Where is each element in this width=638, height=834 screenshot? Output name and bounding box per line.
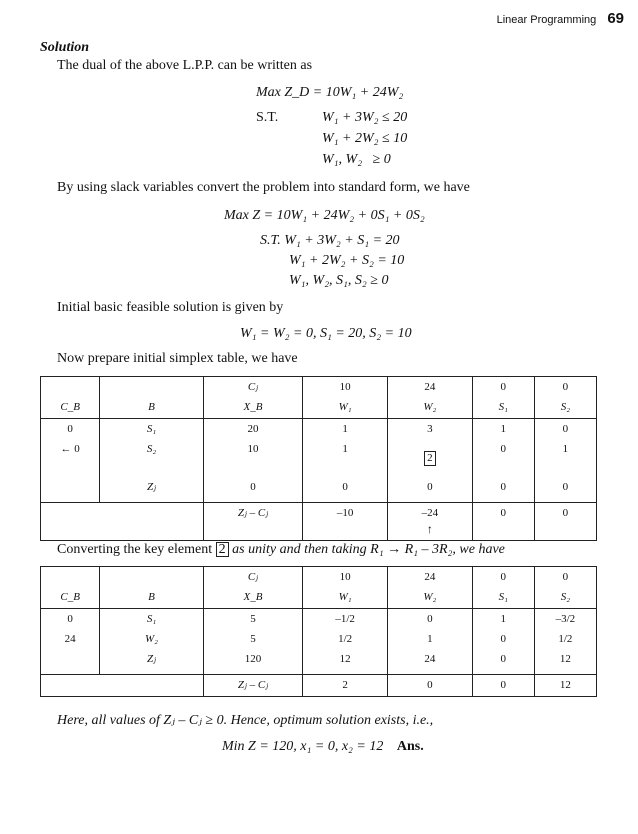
table-row: 0 24 S₁ W₂ Zⱼ 5 5 120 –1/2 1/2 12 0 1 24 1 0 0 –3/2 1/2 12 bbox=[41, 609, 597, 675]
key-element: 2 bbox=[424, 451, 436, 466]
convert-text: Converting the key element 2 as unity and then taking R₁ → R₁ – 3R₂, we have bbox=[57, 542, 505, 557]
dual-objective: Max Z_D = 10W₁ + 24W₂ bbox=[256, 85, 404, 100]
table-row: Zⱼ – Cⱼ –10 –24 ↑ 0 0 bbox=[41, 503, 597, 541]
ibfs-values: W₁ = W₂ = 0, S₁ = 20, S₂ = 10 bbox=[240, 326, 412, 341]
page-header bbox=[497, 10, 624, 27]
prepare-text: Now prepare initial simplex table, we have bbox=[57, 351, 298, 366]
page-number: 69 bbox=[607, 10, 624, 27]
table-row: C_B B Cⱼ X_B 10 W₁ 24 W₂ 0 S₁ 0 S₂ bbox=[41, 567, 597, 609]
table-row: C_B B Cⱼ X_B 10 W₁ 24 W₂ 0 S₁ 0 S₂ bbox=[41, 377, 597, 419]
key-element-inline: 2 bbox=[216, 542, 229, 557]
ibfs-text: Initial basic feasible solution is given by bbox=[57, 300, 284, 315]
standard-constraint-2: W₁ + 2W₂ + S₂ = 10 bbox=[289, 253, 405, 268]
simplex-table-iteration-1 bbox=[40, 566, 597, 697]
entering-arrow-icon: ↑ bbox=[426, 522, 433, 536]
running-title: Linear Programming bbox=[496, 14, 597, 26]
slack-text: By using slack variables convert the problem into standard form, we have bbox=[57, 180, 470, 195]
intro-text: The dual of the above L.P.P. can be written as bbox=[57, 58, 313, 73]
simplex-table-initial bbox=[40, 376, 597, 541]
ans-label: Ans. bbox=[396, 739, 424, 754]
dual-st-label: S.T. bbox=[256, 110, 279, 125]
standard-objective: Max Z = 10W₁ + 24W₂ + 0S₁ + 0S₂ bbox=[224, 208, 425, 223]
standard-constraint-3: W₁, W₂, S₁, S₂ ≥ 0 bbox=[289, 273, 389, 288]
final-answer: Min Z = 120, x₁ = 0, x₂ = 12 Ans. bbox=[222, 739, 424, 754]
table-row: Zⱼ – Cⱼ 2 0 0 12 bbox=[41, 675, 597, 697]
conclusion-text: Here, all values of Zⱼ – Cⱼ ≥ 0. Hence, optimum solution exists, i.e., bbox=[57, 713, 434, 728]
dual-constraint-3: W₁, W₂ ≥ 0 bbox=[322, 152, 391, 167]
solution-heading: Solution bbox=[40, 40, 90, 55]
dual-constraint-1: W₁ + 3W₂ ≤ 20 bbox=[322, 110, 408, 125]
table-row: 0 ← 0 S₁ S₂ Zⱼ 20 10 0 1 1 0 3 2 0 1 0 0 0 1 0 bbox=[41, 419, 597, 503]
dual-constraint-2: W₁ + 2W₂ ≤ 10 bbox=[322, 131, 408, 146]
standard-constraint-1: S.T. W₁ + 3W₂ + S₁ = 20 bbox=[260, 233, 400, 248]
